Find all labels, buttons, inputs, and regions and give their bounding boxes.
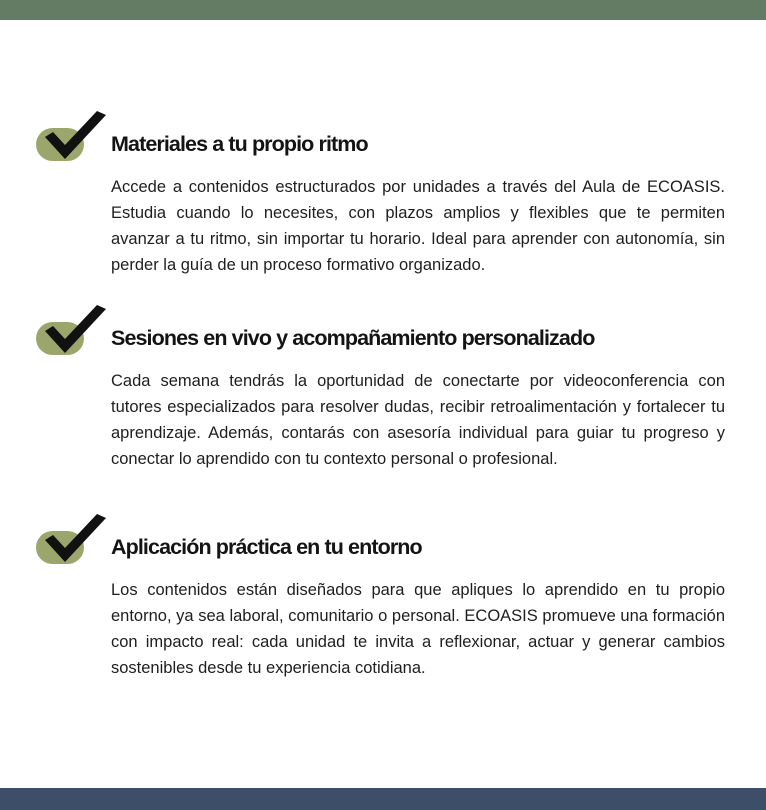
checkmark-glyph bbox=[36, 514, 108, 570]
feature-description: Cada semana tendrás la oportunidad de conectarte por videoconferencia con tutores especializados para resolver dudas, recibir retroalimentación y fortalecer tu aprendizaje. Además, contarás con asesoría individual para guiar tu progreso y conectar lo aprendido con tu contexto personal o profesional. bbox=[111, 372, 725, 468]
checkmark-glyph bbox=[36, 305, 108, 361]
checkmark-icon bbox=[36, 305, 108, 361]
checkmark-icon bbox=[36, 514, 108, 570]
feature-title: Materiales a tu propio ritmo bbox=[111, 132, 368, 156]
top-color-bar bbox=[0, 0, 766, 20]
feature-description: Accede a contenidos estructurados por unidades a través del Aula de ECOASIS. Estudia cuando lo necesites, con plazos amplios y flexibles que te permiten avanzar a tu ritmo, sin importar tu horario. Ideal para aprender con autonomía, sin perder la guía de un proceso formativo organizado. bbox=[111, 178, 725, 274]
checkmark-glyph bbox=[36, 111, 108, 167]
feature-title: Aplicación práctica en tu entorno bbox=[111, 535, 422, 559]
checkmark-icon bbox=[36, 111, 108, 167]
feature-title: Sesiones en vivo y acompañamiento personalizado bbox=[111, 326, 595, 350]
bottom-color-bar bbox=[0, 788, 766, 810]
feature-description: Los contenidos están diseñados para que apliques lo aprendido en tu propio entorno, ya sea laboral, comunitario o personal. ECOASIS promueve una formación con impacto real: cada unidad te invita a reflexionar, actuar y generar cambios sostenibles desde tu experiencia cotidiana. bbox=[111, 581, 725, 677]
